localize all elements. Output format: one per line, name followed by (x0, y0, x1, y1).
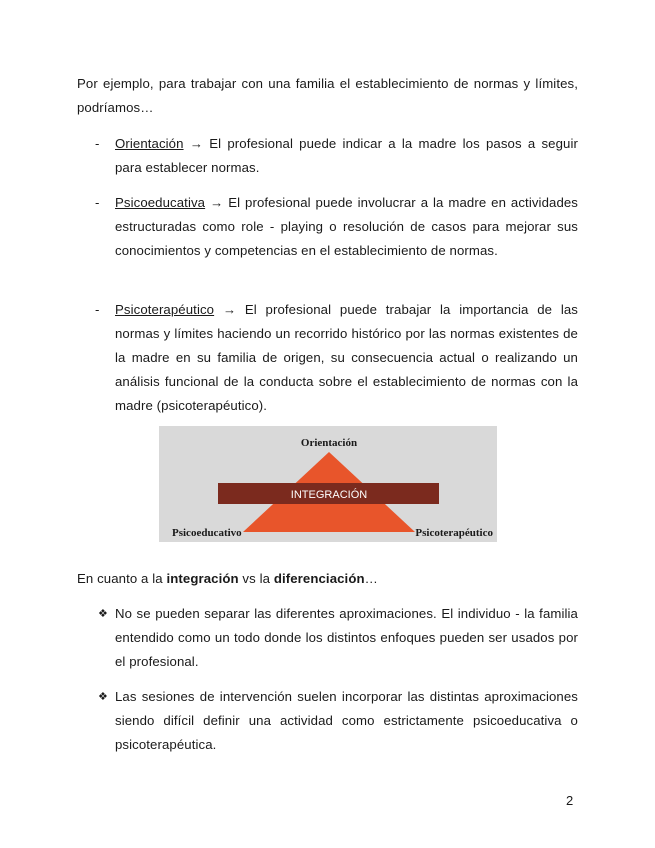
arrow-icon: → (210, 195, 224, 210)
approach-psicoterapeutico (115, 298, 578, 418)
differentiation-term: diferenciación (273, 571, 365, 586)
approach-term: Psicoeducativa (115, 195, 206, 210)
diamond-bullet-icon: ❖ (98, 691, 108, 703)
approach-text: El profesional puede indicar a la madre los pasos a seguir para establecer normas. (115, 136, 579, 175)
approach-term: Orientación (115, 136, 184, 151)
approach-psicoeducativa (115, 191, 578, 263)
right-label: Psicoterapéutico (415, 527, 493, 539)
band-label: INTEGRACIÓN (290, 489, 368, 501)
page-number: 2 (566, 793, 574, 808)
list-bullet: - (95, 136, 100, 151)
arrow-icon: → (189, 136, 204, 151)
integration-paragraph (77, 567, 578, 591)
integration-suffix: … (364, 571, 378, 586)
point-item: Las sesiones de intervención suelen incorporar las distintas aproximaciones siendo difícil definir una actividad como estrictamente psicoeducativa o psicoterapéutica. (115, 689, 578, 752)
integration-prefix: En cuanto a la (77, 571, 167, 586)
arrow-icon: → (222, 302, 237, 317)
integration-middle: vs la (238, 571, 274, 586)
point-item: No se pueden separar las diferentes aproximaciones. El individuo - la familia entendido como un todo donde los distintos enfoques pueden ser usados por el profesional. (115, 606, 578, 669)
approach-term: Psicoterapéutico (115, 302, 215, 317)
approach-orientacion (115, 132, 578, 180)
intro-paragraph: Por ejemplo, para trabajar con una familia el establecimiento de normas y límites, podríamos… (77, 76, 578, 115)
approach-text: El profesional puede involucrar a la madre en actividades estructuradas como role - playing o resolución de casos para mejorar sus conocimientos y competencias en el establecimiento de normas. (115, 195, 579, 258)
list-bullet: - (95, 302, 100, 317)
diamond-bullet-icon: ❖ (98, 608, 108, 620)
left-label: Psicoeducativo (172, 527, 242, 539)
approach-text: El profesional puede trabajar la importancia de las normas y límites haciendo un recorrido histórico por las normas existentes de la madre en su familia de origen, su consecuencia actual o realizando un análisis funcional de la conducta sobre el establecimiento de normas con la madre (psicoterapéutico). (115, 302, 578, 413)
integration-term: integración (166, 571, 239, 586)
integration-diagram (159, 426, 497, 542)
list-bullet: - (95, 195, 100, 210)
top-label: Orientación (300, 437, 358, 449)
